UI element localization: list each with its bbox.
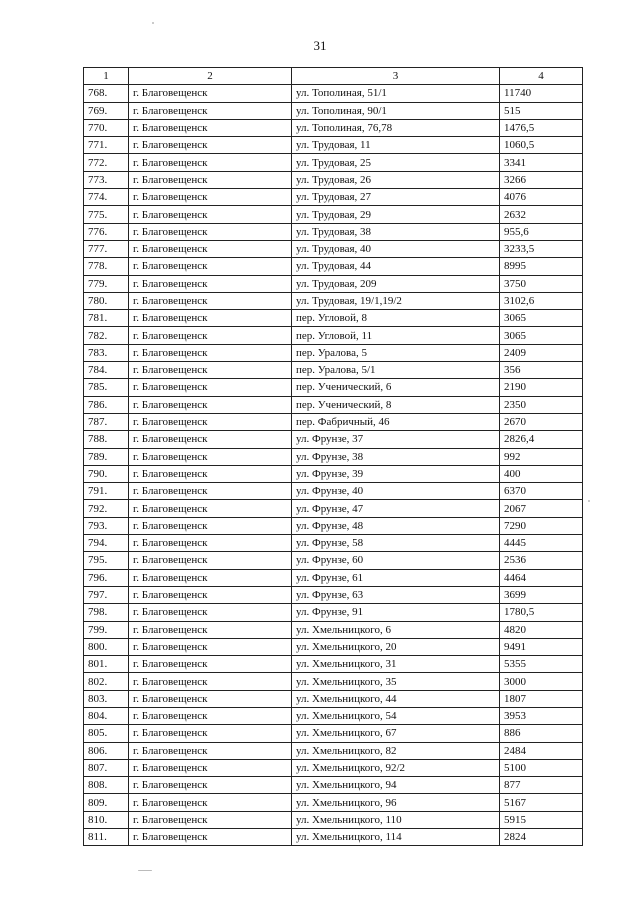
area-cell: 2670 [500,413,583,430]
address-cell: ул. Хмельницкого, 54 [292,707,500,724]
city-cell: г. Благовещенск [129,638,292,655]
city-cell: г. Благовещенск [129,517,292,534]
address-cell: ул. Трудовая, 40 [292,240,500,257]
row-number: 799. [84,621,129,638]
area-cell: 9491 [500,638,583,655]
table-row [84,621,583,638]
address-cell: ул. Хмельницкого, 35 [292,673,500,690]
table-row [84,119,583,136]
row-number: 794. [84,535,129,552]
column-header-city: 2 [129,68,292,85]
table-row [84,292,583,309]
city-cell: г. Благовещенск [129,344,292,361]
row-number: 784. [84,362,129,379]
area-cell: 2826,4 [500,431,583,448]
area-cell: 886 [500,725,583,742]
city-cell: г. Благовещенск [129,465,292,482]
city-cell: г. Благовещенск [129,535,292,552]
address-cell: ул. Тополиная, 76,78 [292,119,500,136]
table-row [84,413,583,430]
city-cell: г. Благовещенск [129,396,292,413]
area-cell: 3750 [500,275,583,292]
address-cell: ул. Фрунзе, 40 [292,483,500,500]
row-number: 785. [84,379,129,396]
city-cell: г. Благовещенск [129,240,292,257]
row-number: 800. [84,638,129,655]
row-number: 805. [84,725,129,742]
address-cell: ул. Трудовая, 11 [292,137,500,154]
column-header-number: 1 [84,68,129,85]
city-cell: г. Благовещенск [129,85,292,102]
table-row [84,707,583,724]
address-cell: ул. Трудовая, 26 [292,171,500,188]
address-cell: пер. Угловой, 8 [292,310,500,327]
city-cell: г. Благовещенск [129,759,292,776]
table-row [84,465,583,482]
city-cell: г. Благовещенск [129,725,292,742]
area-cell: 877 [500,777,583,794]
table-row [84,362,583,379]
row-number: 768. [84,85,129,102]
area-cell: 5915 [500,811,583,828]
row-number: 774. [84,189,129,206]
area-cell: 3953 [500,707,583,724]
table-row [84,137,583,154]
city-cell: г. Благовещенск [129,327,292,344]
address-cell: ул. Трудовая, 27 [292,189,500,206]
area-cell: 7290 [500,517,583,534]
table-row [84,829,583,846]
city-cell: г. Благовещенск [129,379,292,396]
row-number: 809. [84,794,129,811]
city-cell: г. Благовещенск [129,102,292,119]
address-cell: ул. Фрунзе, 58 [292,535,500,552]
city-cell: г. Благовещенск [129,448,292,465]
land-registry-table [83,67,583,846]
row-number: 796. [84,569,129,586]
address-cell: ул. Фрунзе, 63 [292,586,500,603]
address-cell: пер. Ученический, 8 [292,396,500,413]
row-number: 770. [84,119,129,136]
row-number: 780. [84,292,129,309]
table-row [84,154,583,171]
row-number: 786. [84,396,129,413]
table-row [84,604,583,621]
table-row [84,85,583,102]
table-row [84,811,583,828]
table-row [84,240,583,257]
table-row [84,483,583,500]
address-cell: пер. Уралова, 5/1 [292,362,500,379]
address-cell: ул. Хмельницкого, 96 [292,794,500,811]
scan-speck [152,22,154,24]
table-body [84,85,583,846]
scan-speck [588,500,590,502]
area-cell: 4820 [500,621,583,638]
table-row [84,275,583,292]
address-cell: ул. Хмельницкого, 82 [292,742,500,759]
table-row [84,673,583,690]
table-row [84,759,583,776]
area-cell: 3065 [500,310,583,327]
table-row [84,569,583,586]
address-cell: ул. Тополиная, 90/1 [292,102,500,119]
table-row [84,725,583,742]
row-number: 808. [84,777,129,794]
address-cell: ул. Хмельницкого, 92/2 [292,759,500,776]
row-number: 811. [84,829,129,846]
row-number: 788. [84,431,129,448]
row-number: 802. [84,673,129,690]
table-row [84,535,583,552]
city-cell: г. Благовещенск [129,500,292,517]
area-cell: 356 [500,362,583,379]
row-number: 810. [84,811,129,828]
city-cell: г. Благовещенск [129,794,292,811]
address-cell: ул. Тополиная, 51/1 [292,85,500,102]
row-number: 772. [84,154,129,171]
area-cell: 2484 [500,742,583,759]
table-row [84,638,583,655]
column-header-area: 4 [500,68,583,85]
table-row [84,258,583,275]
address-cell: ул. Трудовая, 209 [292,275,500,292]
table-row [84,517,583,534]
row-number: 789. [84,448,129,465]
area-cell: 1060,5 [500,137,583,154]
table-row [84,189,583,206]
address-cell: ул. Фрунзе, 39 [292,465,500,482]
row-number: 776. [84,223,129,240]
row-number: 771. [84,137,129,154]
area-cell: 3065 [500,327,583,344]
area-cell: 400 [500,465,583,482]
address-cell: пер. Уралова, 5 [292,344,500,361]
table-row [84,102,583,119]
table-row [84,344,583,361]
area-cell: 1476,5 [500,119,583,136]
city-cell: г. Благовещенск [129,258,292,275]
area-cell: 4076 [500,189,583,206]
city-cell: г. Благовещенск [129,431,292,448]
area-cell: 2824 [500,829,583,846]
area-cell: 3233,5 [500,240,583,257]
address-cell: ул. Хмельницкого, 44 [292,690,500,707]
row-number: 806. [84,742,129,759]
table-row [84,223,583,240]
city-cell: г. Благовещенск [129,223,292,240]
area-cell: 2350 [500,396,583,413]
table-row [84,742,583,759]
city-cell: г. Благовещенск [129,171,292,188]
address-cell: ул. Хмельницкого, 20 [292,638,500,655]
city-cell: г. Благовещенск [129,656,292,673]
row-number: 793. [84,517,129,534]
area-cell: 2067 [500,500,583,517]
city-cell: г. Благовещенск [129,362,292,379]
area-cell: 2632 [500,206,583,223]
table-row [84,448,583,465]
area-cell: 992 [500,448,583,465]
city-cell: г. Благовещенск [129,829,292,846]
address-cell: ул. Хмельницкого, 67 [292,725,500,742]
area-cell: 515 [500,102,583,119]
area-cell: 5355 [500,656,583,673]
table-row [84,396,583,413]
area-cell: 2409 [500,344,583,361]
area-cell: 4464 [500,569,583,586]
area-cell: 3341 [500,154,583,171]
city-cell: г. Благовещенск [129,586,292,603]
table-header-row [84,68,583,85]
address-cell: ул. Трудовая, 44 [292,258,500,275]
address-cell: ул. Фрунзе, 38 [292,448,500,465]
area-cell: 8995 [500,258,583,275]
address-cell: пер. Угловой, 11 [292,327,500,344]
city-cell: г. Благовещенск [129,154,292,171]
row-number: 795. [84,552,129,569]
city-cell: г. Благовещенск [129,621,292,638]
area-cell: 6370 [500,483,583,500]
city-cell: г. Благовещенск [129,777,292,794]
table-row [84,586,583,603]
area-cell: 5167 [500,794,583,811]
city-cell: г. Благовещенск [129,310,292,327]
table-row [84,171,583,188]
table-row [84,656,583,673]
row-number: 790. [84,465,129,482]
address-cell: ул. Фрунзе, 61 [292,569,500,586]
area-cell: 3699 [500,586,583,603]
city-cell: г. Благовещенск [129,189,292,206]
city-cell: г. Благовещенск [129,707,292,724]
area-cell: 3102,6 [500,292,583,309]
table-row [84,206,583,223]
table-row [84,431,583,448]
area-cell: 1780,5 [500,604,583,621]
city-cell: г. Благовещенск [129,673,292,690]
address-cell: ул. Фрунзе, 91 [292,604,500,621]
row-number: 803. [84,690,129,707]
row-number: 769. [84,102,129,119]
area-cell: 955,6 [500,223,583,240]
area-cell: 5100 [500,759,583,776]
address-cell: ул. Хмельницкого, 6 [292,621,500,638]
address-cell: ул. Хмельницкого, 114 [292,829,500,846]
row-number: 777. [84,240,129,257]
table-row [84,500,583,517]
address-cell: пер. Ученический, 6 [292,379,500,396]
address-cell: ул. Трудовая, 38 [292,223,500,240]
city-cell: г. Благовещенск [129,604,292,621]
row-number: 787. [84,413,129,430]
row-number: 775. [84,206,129,223]
address-cell: ул. Фрунзе, 47 [292,500,500,517]
city-cell: г. Благовещенск [129,742,292,759]
table-row [84,379,583,396]
address-cell: ул. Фрунзе, 37 [292,431,500,448]
area-cell: 2190 [500,379,583,396]
row-number: 791. [84,483,129,500]
area-cell: 11740 [500,85,583,102]
row-number: 801. [84,656,129,673]
area-cell: 4445 [500,535,583,552]
city-cell: г. Благовещенск [129,275,292,292]
table-row [84,310,583,327]
row-number: 804. [84,707,129,724]
city-cell: г. Благовещенск [129,292,292,309]
city-cell: г. Благовещенск [129,206,292,223]
table-row [84,690,583,707]
table-row [84,552,583,569]
address-cell: ул. Трудовая, 19/1,19/2 [292,292,500,309]
city-cell: г. Благовещенск [129,483,292,500]
city-cell: г. Благовещенск [129,552,292,569]
city-cell: г. Благовещенск [129,811,292,828]
city-cell: г. Благовещенск [129,569,292,586]
address-cell: ул. Трудовая, 29 [292,206,500,223]
address-cell: ул. Хмельницкого, 31 [292,656,500,673]
row-number: 773. [84,171,129,188]
address-cell: ул. Фрунзе, 60 [292,552,500,569]
row-number: 783. [84,344,129,361]
page-number: 31 [313,38,327,53]
address-cell: ул. Фрунзе, 48 [292,517,500,534]
row-number: 798. [84,604,129,621]
city-cell: г. Благовещенск [129,690,292,707]
scan-speck [138,870,152,871]
table-row [84,777,583,794]
address-cell: ул. Хмельницкого, 94 [292,777,500,794]
area-cell: 2536 [500,552,583,569]
column-header-address: 3 [292,68,500,85]
row-number: 781. [84,310,129,327]
row-number: 782. [84,327,129,344]
area-cell: 3000 [500,673,583,690]
row-number: 797. [84,586,129,603]
table-row [84,794,583,811]
row-number: 792. [84,500,129,517]
row-number: 807. [84,759,129,776]
address-cell: ул. Трудовая, 25 [292,154,500,171]
table-row [84,327,583,344]
address-cell: ул. Хмельницкого, 110 [292,811,500,828]
row-number: 779. [84,275,129,292]
address-cell: пер. Фабричный, 46 [292,413,500,430]
area-cell: 3266 [500,171,583,188]
city-cell: г. Благовещенск [129,413,292,430]
city-cell: г. Благовещенск [129,119,292,136]
area-cell: 1807 [500,690,583,707]
row-number: 778. [84,258,129,275]
city-cell: г. Благовещенск [129,137,292,154]
